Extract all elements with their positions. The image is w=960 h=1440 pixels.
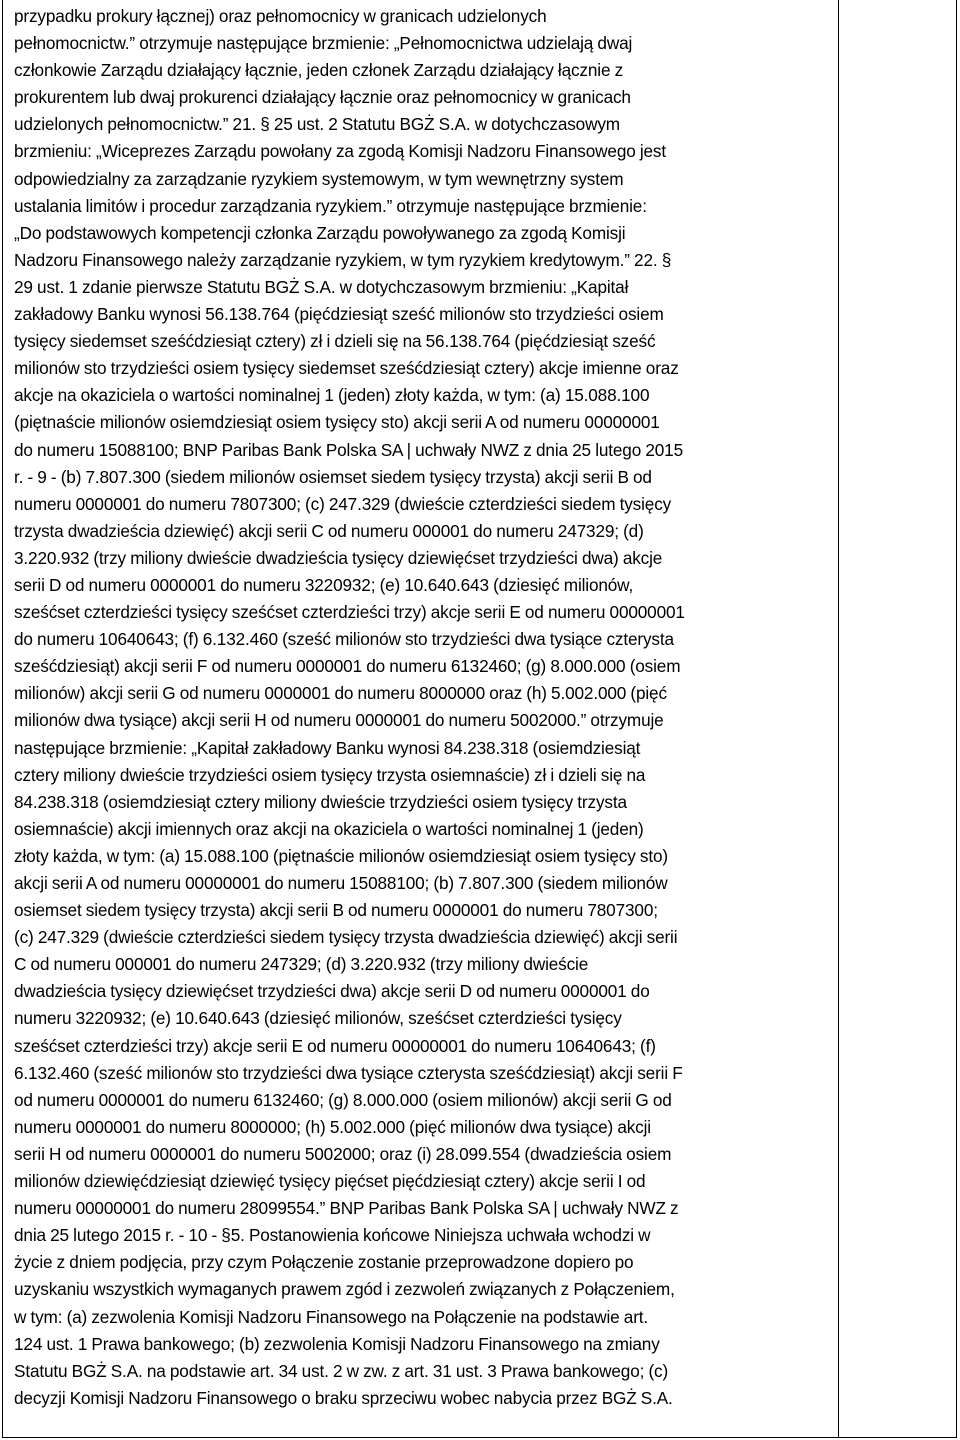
- empty-right-cell: [839, 0, 956, 1438]
- text-line: do numeru 15088100; BNP Paribas Bank Polska SA | uchwały NWZ z dnia 25 lutego 2015: [14, 439, 683, 460]
- text-line: serii D od numeru 0000001 do numeru 3220932; (e) 10.640.643 (dziesięć milionów,: [14, 574, 634, 595]
- text-line: r. - 9 - (b) 7.807.300 (siedem milionów osiemset siedem tysięcy trzysta) akcji serii B od: [14, 466, 652, 487]
- text-line: tysięcy siedemset sześćdziesiąt cztery) zł i dzieli się na 56.138.764 (pięćdziesiąt sześć: [14, 331, 656, 352]
- text-line: zakładowy Banku wynosi 56.138.764 (pięćdziesiąt sześć milionów sto trzydzieści osiem: [14, 304, 664, 325]
- text-line: numeru 3220932; (e) 10.640.643 (dziesięć milionów, sześćset czterdzieści tysięcy: [14, 1008, 622, 1029]
- text-line: cztery miliony dwieście trzydzieści osiem tysięcy trzysta osiemnaście) zł i dzieli się na: [14, 764, 646, 785]
- text-line: pełnomocnictw.” otrzymuje następujące brzmienie: „Pełnomocnictwa udzielają dwaj: [14, 33, 633, 54]
- text-line: milionów dwa tysiące) akcji serii H od numeru 0000001 do numeru 5002000.” otrzymuje: [14, 710, 664, 731]
- text-line: życie z dniem podjęcia, przy czym Połączenie zostanie przeprowadzone dopiero po: [14, 1252, 634, 1273]
- text-line: „Do podstawowych kompetencji członka Zarządu powoływanego za zgodą Komisji: [14, 222, 626, 243]
- text-line: osiemset siedem tysięcy trzysta) akcji serii B od numeru 0000001 do numeru 7807300;: [14, 900, 658, 921]
- text-line: numeru 0000001 do numeru 8000000; (h) 5.002.000 (pięć milionów dwa tysiące) akcji: [14, 1116, 651, 1137]
- text-line: prokurentem lub dwaj prokurenci działający łącznie oraz pełnomocnicy w granicach: [14, 87, 631, 108]
- text-line: milionów sto trzydzieści osiem tysięcy siedemset sześćdziesiąt cztery) akcje imienne oraz: [14, 358, 679, 379]
- text-line: akcji serii A od numeru 00000001 do numeru 15088100; (b) 7.807.300 (siedem milionów: [14, 873, 668, 893]
- text-line: Nadzoru Finansowego należy zarządzanie ryzykiem, w tym ryzykiem kredytowym.” 22. §: [14, 249, 672, 270]
- text-line: odpowiedzialny za zarządzanie ryzykiem systemowym, w tym wewnętrzny system: [14, 168, 624, 189]
- text-line: osiemnaście) akcji imiennych oraz akcji na okaziciela o wartości nominalnej 1 (jeden): [14, 818, 644, 839]
- text-line: milionów) akcji serii G od numeru 0000001 do numeru 8000000 oraz (h) 5.002.000 (pięć: [14, 683, 667, 704]
- text-line: serii H od numeru 0000001 do numeru 5002000; oraz (i) 28.099.554 (dwadzieścia osiem: [14, 1143, 672, 1164]
- text-line: 6.132.460 (sześć milionów sto trzydzieści dwa tysiące czterysta sześćdziesiąt) akcji serii F: [14, 1062, 683, 1083]
- text-line: numeru 00000001 do numeru 28099554.” BNP Paribas Bank Polska SA | uchwały NWZ z: [14, 1198, 679, 1219]
- text-line: 124 ust. 1 Prawa bankowego; (b) zezwolenia Komisji Nadzoru Finansowego na zmiany: [14, 1333, 660, 1354]
- text-line: decyzji Komisji Nadzoru Finansowego o braku sprzeciwu wobec nabycia przez BGŻ S.A.: [14, 1387, 673, 1408]
- text-line: udzielonych pełnomocnictw.” 21. § 25 ust. 2 Statutu BGŻ S.A. w dotychczasowym: [14, 114, 620, 135]
- text-line: numeru 0000001 do numeru 7807300; (c) 247.329 (dwieście czterdzieści siedem tysięcy: [14, 493, 672, 514]
- text-line: 29 ust. 1 zdanie pierwsze Statutu BGŻ S.A. w dotychczasowym brzmieniu: „Kapitał: [14, 276, 629, 297]
- text-line: Statutu BGŻ S.A. na podstawie art. 34 ust. 2 w zw. z art. 31 ust. 3 Prawa bankowego; (c): [14, 1360, 669, 1381]
- text-line: uzyskaniu wszystkich wymaganych prawem zgód i zezwoleń związanych z Połączeniem,: [14, 1279, 675, 1300]
- resolution-text-cell: [14, 3, 836, 1412]
- text-line: przypadku prokury łącznej) oraz pełnomocnicy w granicach udzielonych: [14, 6, 547, 26]
- text-line: sześćset czterdzieści trzy) akcje serii E od numeru 00000001 do numeru 10640643; (f): [14, 1035, 656, 1056]
- text-line: 84.238.318 (osiemdziesiąt cztery miliony dwieście trzydzieści osiem tysięcy trzysta: [14, 791, 627, 812]
- text-line: (piętnaście milionów osiemdziesiąt osiem tysięcy sto) akcji serii A od numeru 00000001: [14, 412, 660, 433]
- text-line: następujące brzmienie: „Kapitał zakładowy Banku wynosi 84.238.318 (osiemdziesiąt: [14, 737, 641, 758]
- text-line: brzmieniu: „Wiceprezes Zarządu powołany za zgodą Komisji Nadzoru Finansowego jest: [14, 141, 667, 162]
- text-line: sześćset czterdzieści tysięcy sześćset czterdzieści trzy) akcje serii E od numeru 00000001: [14, 602, 685, 623]
- text-line: ustalania limitów i procedur zarządzania ryzykiem.” otrzymuje następujące brzmienie:: [14, 195, 647, 216]
- text-line: członkowie Zarządu działający łącznie, jeden członek Zarządu działający łącznie z: [14, 60, 624, 81]
- text-line: dwadzieścia tysięcy dziewięćset trzydzieści dwa) akcje serii D od numeru 0000001 do: [14, 981, 650, 1002]
- text-line: złoty każda, w tym: (a) 15.088.100 (piętnaście milionów osiemdziesiąt osiem tysięcy sto): [14, 845, 668, 866]
- text-line: milionów dziewięćdziesiąt dziewięć tysięcy pięćset pięćdziesiąt cztery) akcje serii I od: [14, 1171, 646, 1192]
- text-line: w tym: (a) zezwolenia Komisji Nadzoru Finansowego na Połączenie na podstawie art.: [14, 1306, 649, 1327]
- text-line: sześćdziesiąt) akcji serii F od numeru 0000001 do numeru 6132460; (g) 8.000.000 (osiem: [14, 656, 681, 677]
- text-line: dnia 25 lutego 2015 r. - 10 - §5. Postanowienia końcowe Niniejsza uchwała wchodzi w: [14, 1225, 651, 1246]
- text-line: 3.220.932 (trzy miliony dwieście dwadzieścia tysięcy dziewięćset trzydzieści dwa) akcje: [14, 547, 663, 568]
- text-line: trzysta dwadzieścia dziewięć) akcji serii C od numeru 000001 do numeru 247329; (d): [14, 520, 644, 541]
- text-line: od numeru 0000001 do numeru 6132460; (g) 8.000.000 (osiem milionów) akcji serii G od: [14, 1089, 672, 1110]
- text-line: akcje na okaziciela o wartości nominalnej 1 (jeden) złoty każda, w tym: (a) 15.088.100: [14, 385, 650, 406]
- text-line: do numeru 10640643; (f) 6.132.460 (sześć milionów sto trzydzieści dwa tysiące czterysta: [14, 629, 674, 650]
- text-line: (c) 247.329 (dwieście czterdzieści siedem tysięcy trzysta dwadzieścia dziewięć) akcji serii: [14, 927, 678, 948]
- text-line: C od numeru 000001 do numeru 247329; (d) 3.220.932 (trzy miliony dwieście: [14, 954, 589, 975]
